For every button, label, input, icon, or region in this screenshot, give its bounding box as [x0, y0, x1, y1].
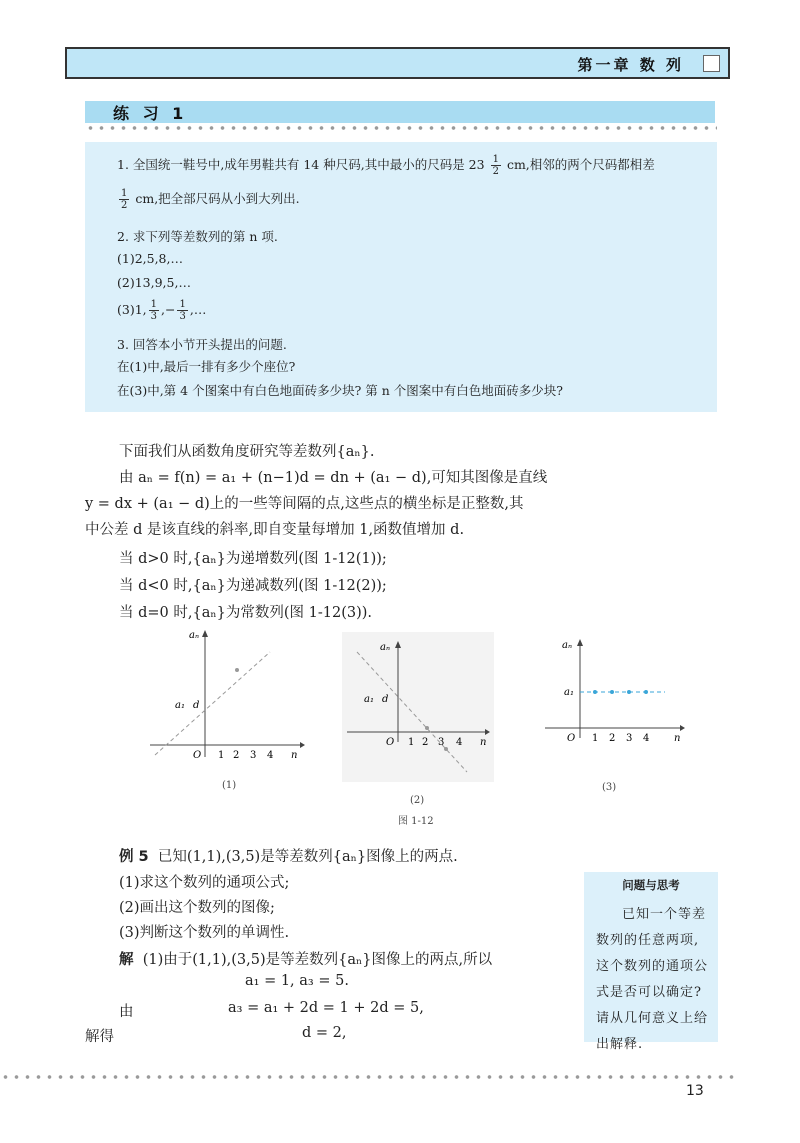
fig1-ylabel: aₙ [189, 630, 200, 641]
fig3-point-1 [593, 690, 597, 694]
exercise-q3-b: 在(3)中,第 4 个图案中有白色地面砖多少块? 第 n 个图案中有白色地面砖多少块? [117, 383, 563, 398]
q2c-pre: (3)1, [117, 302, 147, 317]
footer-dotted-divider [0, 1075, 740, 1079]
solution-line1 [119, 948, 492, 969]
q1-frac-num: 1 [492, 154, 499, 165]
fig2-tick-3: 3 [438, 737, 445, 748]
sidebar-question-box [584, 872, 718, 1052]
q1-line2-text: cm,把全部尺码从小到大列出. [135, 191, 300, 206]
body-p5: 当 d>0 时,{aₙ}为递增数列(图 1-12(1)); [119, 551, 387, 567]
q2c-frac2-den: 3 [179, 311, 186, 322]
body-p2: 由 aₙ = f(n) = a₁ + (n−1)d = dn + (a₁ − d),可知其图像是直线 [119, 470, 548, 486]
fig1-caption: (1) [222, 780, 237, 791]
fig3-origin: O [567, 733, 576, 744]
fig3-caption: (3) [602, 782, 617, 793]
q1-line2-frac-num: 1 [121, 188, 128, 199]
q2c-frac2-num: 1 [179, 299, 186, 310]
fig3-y-arrow-icon [577, 639, 583, 646]
solution-label: 解 [119, 952, 134, 968]
body-p4: 中公差 d 是该直线的斜率,即自变量每增加 1,函数值增加 d. [85, 522, 465, 538]
example-q1: (1)求这个数列的通项公式; [119, 875, 290, 891]
q1-text-tail: cm,相邻的两个尺码都相差 [506, 157, 655, 172]
fig1-tick-1: 1 [218, 750, 225, 761]
fig2-d: d [382, 694, 389, 705]
fig2-tick-1: 1 [408, 737, 415, 748]
fig1-point [235, 668, 239, 672]
fig2-caption: (2) [410, 795, 425, 806]
q2c-frac2 [177, 299, 187, 322]
fig1-tick-3: 3 [250, 750, 257, 761]
fig1-tick-4: 4 [267, 750, 274, 761]
fig2-point-2 [444, 747, 448, 751]
fig3-point-3 [627, 690, 631, 694]
fig3-xlabel: n [674, 733, 681, 744]
body-p6: 当 d<0 时,{aₙ}为递减数列(图 1-12(2)); [119, 578, 387, 594]
solution-eq3: d = 2, [302, 1025, 347, 1041]
dotted-divider [85, 126, 717, 130]
fig1-origin: O [193, 750, 202, 761]
fig2-ylabel: aₙ [380, 642, 391, 653]
exercise-q1-line2 [117, 188, 300, 211]
fig2-a1: a₁ [364, 694, 374, 705]
exercise-q2-a: (1)2,5,8,… [117, 251, 183, 266]
fig1-tick-2: 2 [233, 750, 240, 761]
q2c-frac1-den: 3 [150, 311, 158, 322]
fig2-point-1 [425, 726, 429, 730]
fig3-tick-1: 1 [592, 733, 599, 744]
example-label: 例 5 [119, 849, 149, 865]
example-q3: (3)判断这个数列的单调性. [119, 925, 290, 941]
fig3-point-2 [610, 690, 614, 694]
exercise-q3-a: 在(1)中,最后一排有多少个座位? [117, 359, 296, 374]
fig3-x-arrow-icon [680, 725, 685, 731]
solution-text: (1)由于(1,1),(3,5)是等差数列{aₙ}图像上的两点,所以 [142, 952, 493, 968]
body-p3: y = dx + (a₁ − d)上的一些等间隔的点,这些点的横坐标是正整数,其 [85, 496, 524, 512]
fig3-point-4 [644, 690, 648, 694]
chapter-title: 第一章 数 列 [577, 56, 684, 74]
example-q2: (2)画出这个数列的图像; [119, 900, 275, 916]
q1-fraction [491, 154, 501, 177]
example-5 [119, 845, 458, 866]
fig3-ylabel: aₙ [562, 640, 573, 651]
figure-3-constant [540, 628, 690, 748]
q2c-frac1-num: 1 [150, 299, 158, 310]
exercise-q2-title: 2. 求下列等差数列的第 n 项. [117, 229, 278, 244]
exercise-header [85, 101, 715, 123]
page-number: 13 [686, 1083, 704, 1099]
exercise-q2-c [117, 299, 206, 322]
header-square-icon [703, 55, 720, 72]
exercise-q2-b: (2)13,9,5,… [117, 275, 191, 290]
q1-line2-frac-den: 2 [121, 200, 128, 211]
fig1-d: d [193, 700, 200, 711]
body-p7: 当 d=0 时,{aₙ}为常数列(图 1-12(3)). [119, 605, 372, 621]
fig1-a1: a₁ [175, 700, 185, 711]
fig2-tick-4: 4 [456, 737, 463, 748]
exercise-q1-line1 [117, 154, 655, 177]
figure-1-increasing [145, 622, 305, 762]
fig2-origin: O [386, 737, 395, 748]
example-text: 已知(1,1),(3,5)是等差数列{aₙ}图像上的两点. [157, 849, 458, 865]
sidebar-text: 已知一个等差数列的任意两项,这个数列的通项公式是否可以确定?请从几何意义上给出解释. [596, 907, 709, 1052]
fig3-tick-2: 2 [609, 733, 616, 744]
fig3-tick-4: 4 [643, 733, 650, 744]
figure-caption: 图 1-12 [398, 816, 434, 827]
solution-by: 由 [119, 1004, 134, 1020]
solution-eq2: a₃ = a₁ + 2d = 1 + 2d = 5, [228, 1000, 424, 1016]
fig2-tick-2: 2 [422, 737, 429, 748]
solution-solve: 解得 [85, 1029, 114, 1045]
fig1-line [155, 652, 270, 755]
solution-eq1: a₁ = 1, a₃ = 5. [245, 973, 349, 989]
fig3-a1: a₁ [564, 687, 574, 698]
q2c-frac1 [149, 299, 159, 322]
fig1-xlabel: n [291, 750, 298, 761]
body-p1: 下面我们从函数角度研究等差数列{aₙ}. [119, 444, 375, 460]
sidebar-title: 问题与思考 [622, 878, 680, 892]
q1-text: 1. 全国统一鞋号中,成年男鞋共有 14 种尺码,其中最小的尺码是 23 [117, 157, 485, 172]
figure-2-decreasing [342, 632, 494, 782]
exercise-title: 练 习 1 [113, 104, 188, 123]
q2c-mid: ,− [161, 302, 176, 317]
fig1-x-arrow-icon [300, 742, 305, 748]
fig2-background [342, 632, 494, 782]
chapter-header [65, 47, 730, 79]
q1-frac-den: 2 [492, 166, 499, 177]
exercise-q3-title: 3. 回答本小节开头提出的问题. [117, 337, 287, 352]
exercise-box [85, 142, 717, 412]
q2c-post: ,… [189, 302, 207, 317]
fig1-y-arrow-icon [202, 630, 208, 637]
fig2-xlabel: n [480, 737, 487, 748]
fig3-tick-3: 3 [626, 733, 633, 744]
q1-line2-fraction [119, 188, 129, 211]
